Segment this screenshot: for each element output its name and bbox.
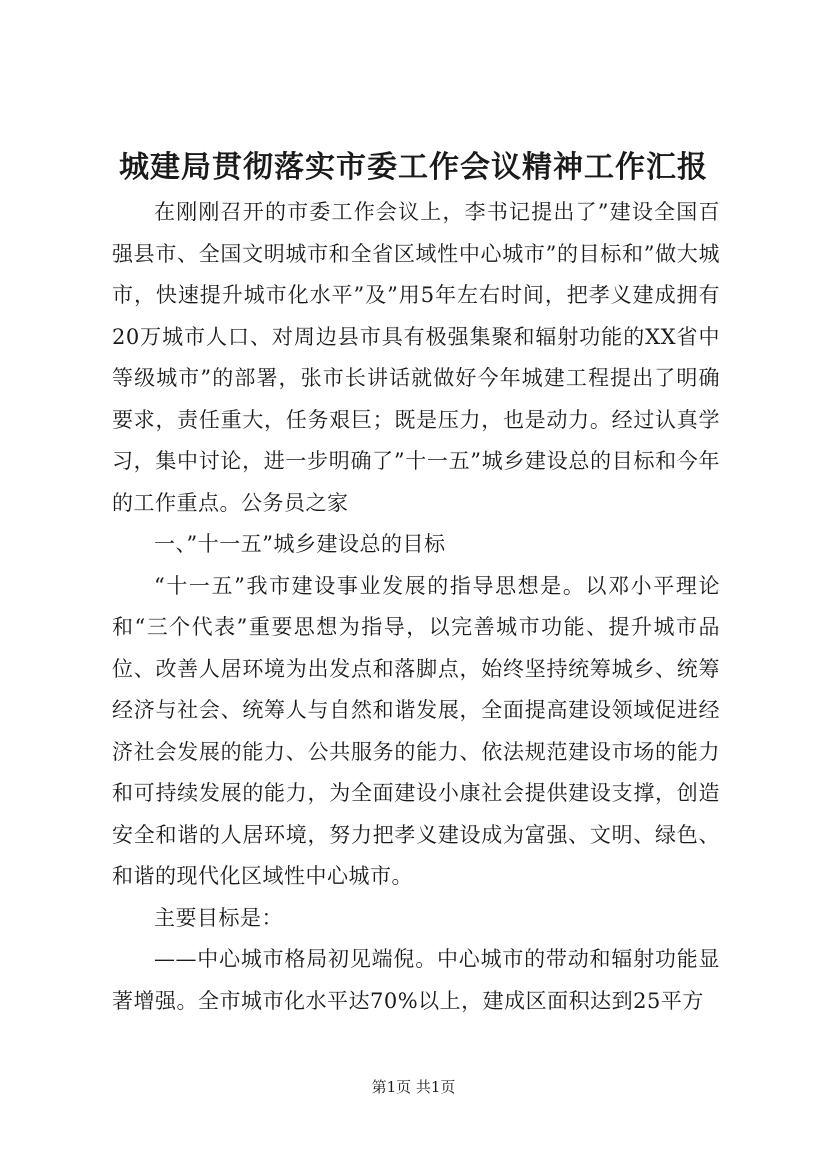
paragraph-main-goals-label: 主要目标是： bbox=[154, 905, 283, 930]
section-heading-1: 一、”十一五”城乡建设总的目标 bbox=[154, 532, 446, 556]
paragraph-intro: 在刚刚召开的市委工作会议上，李书记提出了”建设全国百强县市、全国文明城市和全省区域性中心城市”的目标和”做大城市，快速提升城市化水平”及”用5年左右时间，把孝义建成拥有20万城市人口、对周边县市具有极强集聚和辐射功能的XX省中等级城市”的部署，张市长讲话就做好今年城建工程提出了明确要求，责任重大，任务艰巨；既是压力，也是动力。经过认真学习，集中讨论，进一步明确了”十一五”城乡建设总的目标和今年的工作重点。公务员之家 bbox=[112, 200, 720, 515]
document-body bbox=[112, 192, 720, 1022]
paragraph-goal-1: ——中心城市格局初见端倪。中心城市的带动和辐射功能显著增强。全市城市化水平达70%以上，建成区面积达到25平方 bbox=[112, 947, 720, 1013]
document-title: 城建局贯彻落实市委工作会议精神工作汇报 bbox=[119, 150, 708, 185]
paragraph-guiding-thought: “十一五”我市建设事业发展的指导思想是。以邓小平理论和“三个代表”重要思想为指导，以完善城市功能、提升城市品位、改善人居环境为出发点和落脚点，始终坚持统筹城乡、统筹经济与社会、统筹人与自然和谐发展，全面提高建设领域促进经济社会发展的能力、公共服务的能力、依法规范建设市场的能力和可持续发展的能力，为全面建设小康社会提供建设支撑，创造安全和谐的人居环境，努力把孝义建设成为富强、文明、绿色、和谐的现代化区域性中心城市。 bbox=[112, 573, 720, 888]
page-footer: 第1页 共1页 bbox=[371, 1078, 456, 1096]
